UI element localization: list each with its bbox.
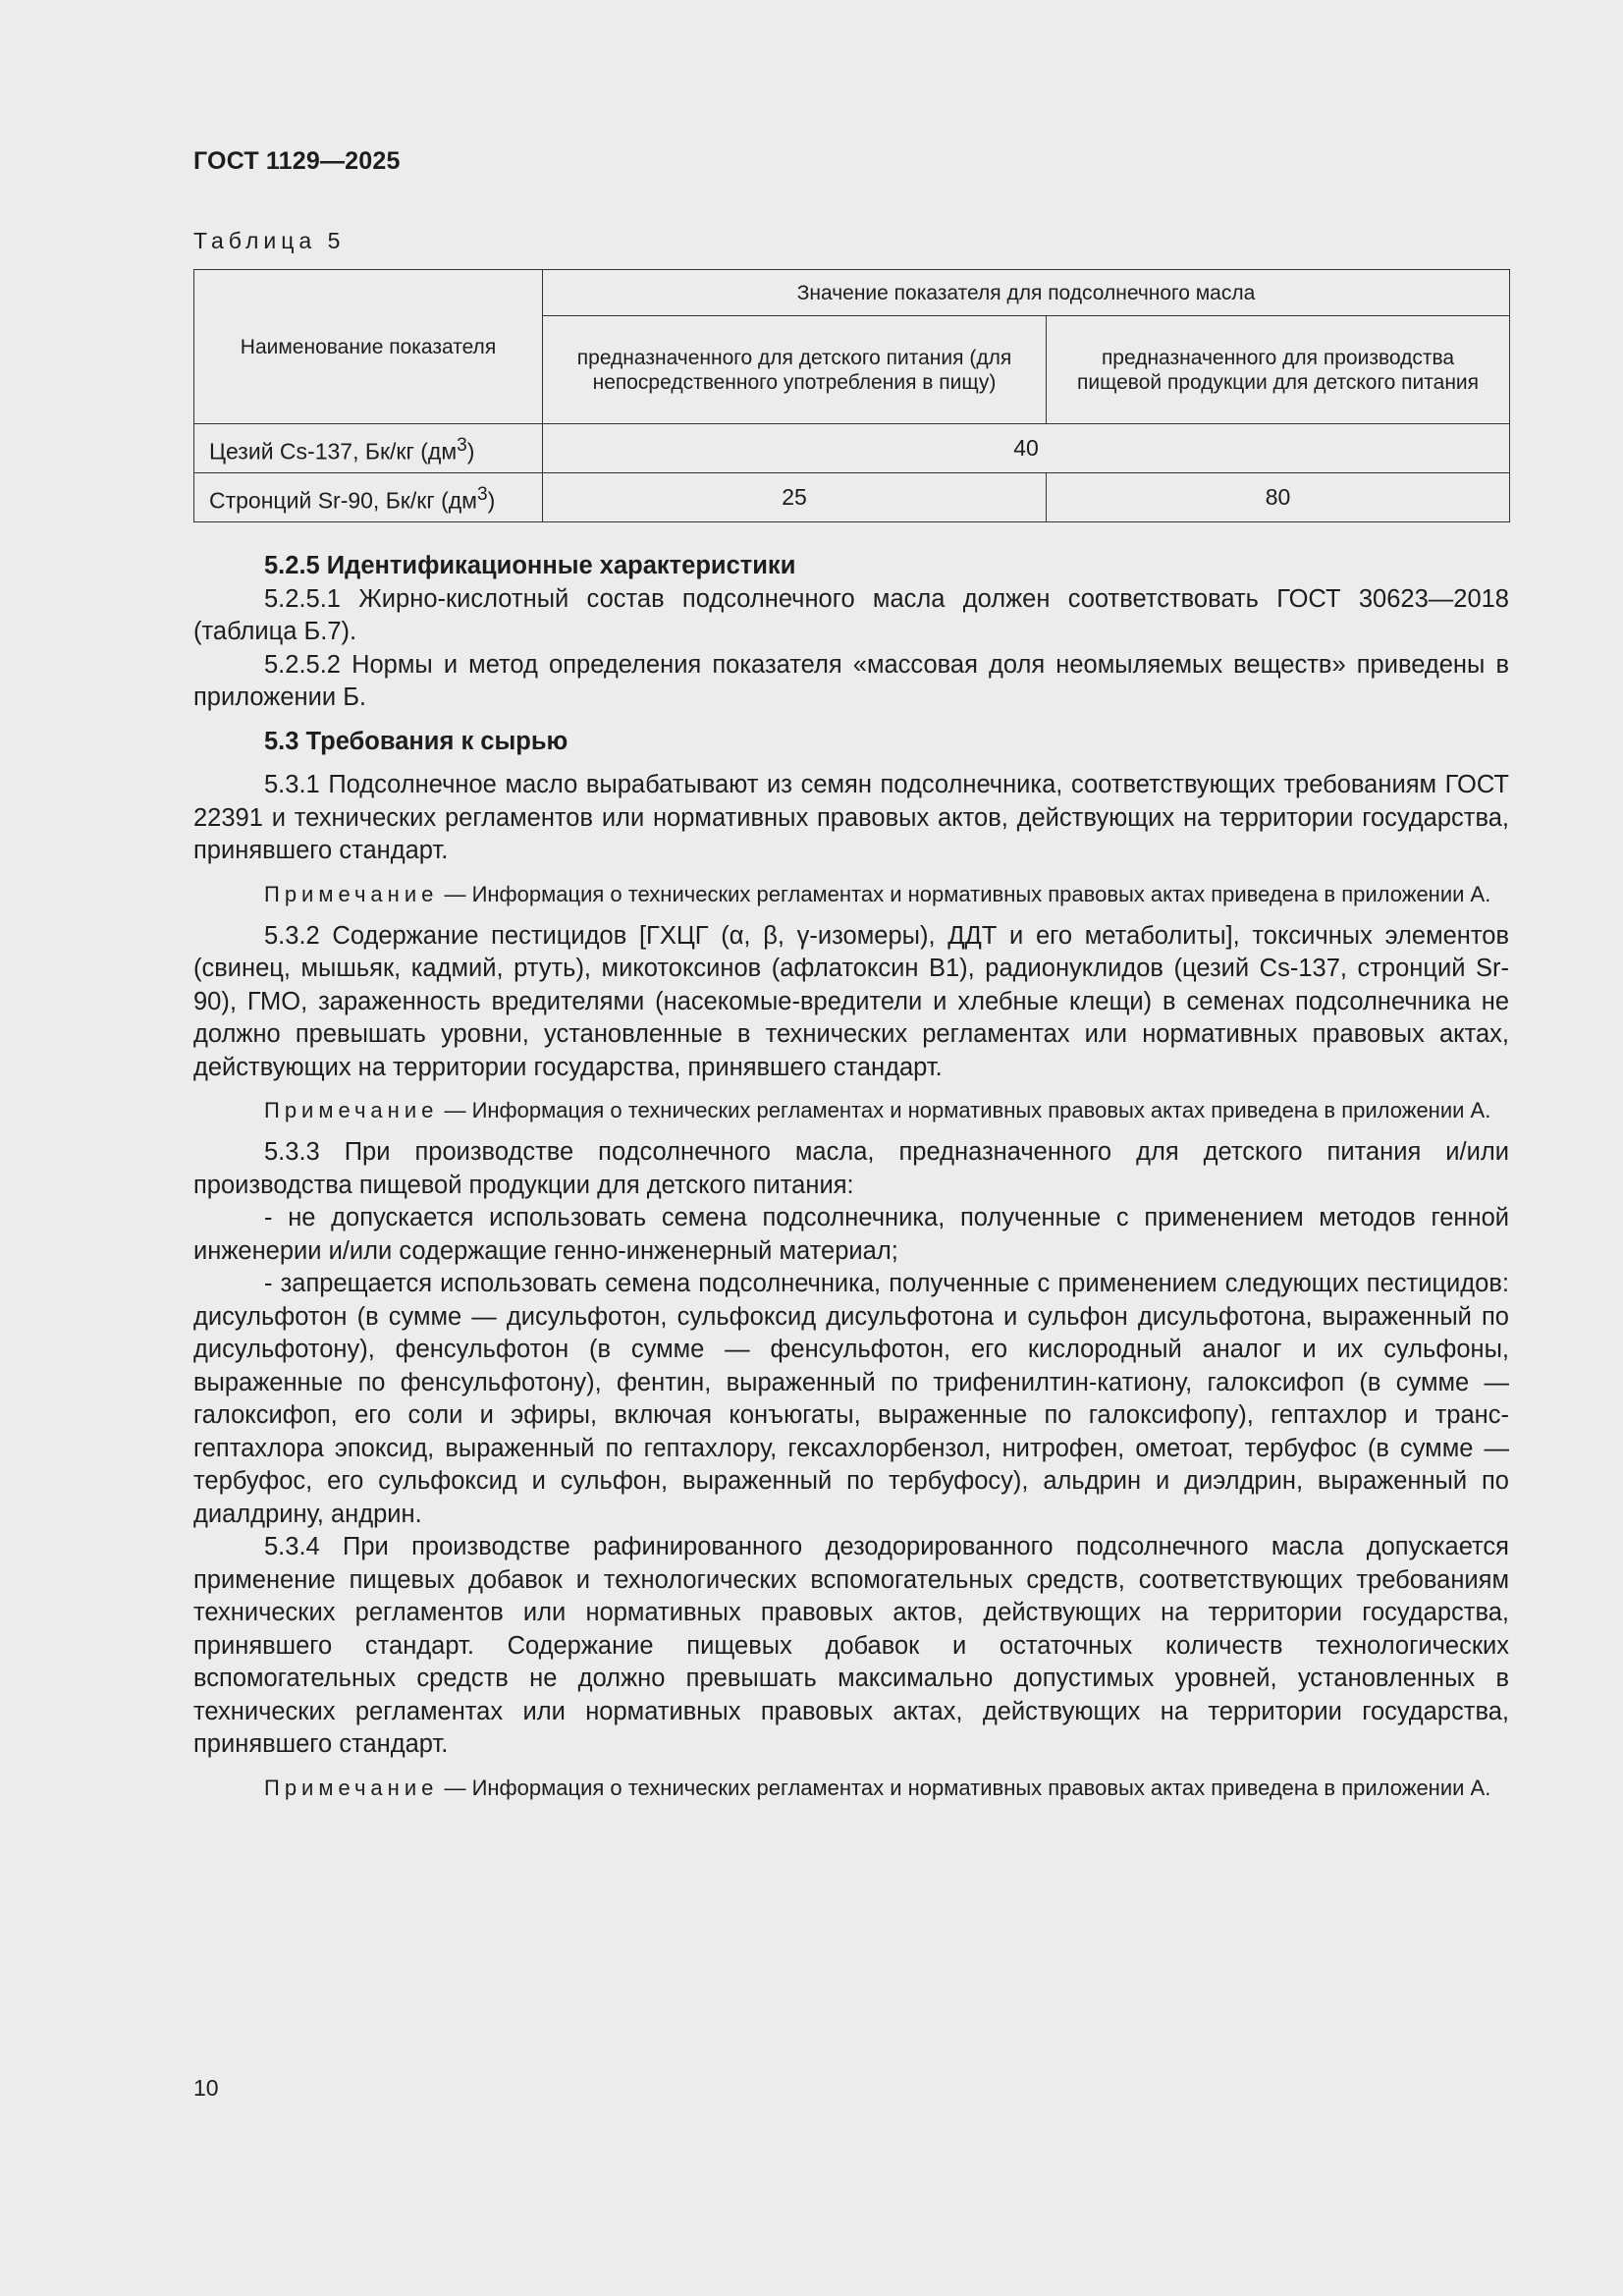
table-row: [194, 424, 1510, 473]
row-name-cesium: Цезий Cs-137, Бк/кг $(дм^3)$: [194, 424, 543, 473]
paragraph-5-3-4: 5.3.4 При производстве рафинированного дезодорированного подсолнечного масла допускается применение пищевых добавок и технологических вспомогательных средств, соответствующих требованиям технических регламентов или нормативных правовых актов, действующих на территории государства, принявшего стандарт. Содержание пищевых добавок и остаточных количеств технологических вспомогательных средств не должно превышать максимально допустимых уровней, установленных в технических регламентах или нормативных правовых актах, действующих на территории государства, принявшего стандарт.: [193, 1533, 1509, 1758]
sub-header-production: предназначенного для производства пищевой продукции для детского питания: [1047, 316, 1510, 424]
column-group-header: Значение показателя для подсолнечного масла: [543, 270, 1510, 316]
paragraph-5-3-2: 5.3.2 Содержание пестицидов [ГХЦГ (α, β, γ-изомеры), ДДТ и его метаболиты], токсичных элементов (свинец, мышьяк, кадмий, ртуть), микотоксинов (афлатоксин В1), радионуклидов (цезий Cs-137, стронций Sr-90), ГМО, зараженность вредителями (насекомые-вредители и хлебные клещи) в семенах подсолнечника не должно превышать уровни, установленные в технических регламентах или нормативных правовых актах, действующих на территории государства, принявшего стандарт.: [193, 921, 1509, 1081]
section-heading-5-2-5: 5.2.5 Идентификационные характеристики: [264, 552, 796, 579]
section-heading-5-3: 5.3 Требования к сырью: [264, 727, 568, 755]
document-body: [193, 550, 1509, 1803]
paragraph-5-2-5-1: 5.2.5.1 Жирно-кислотный состав подсолнечного масла должен соответствовать ГОСТ 30623—2018 (таблица Б.7).: [193, 584, 1509, 645]
paragraph-5-2-5-2: 5.2.5.2 Нормы и метод определения показателя «массовая доля неомыляемых веществ» приведены в приложении Б.: [193, 650, 1509, 711]
note-2: Примечание — Информация о технических регламентах и нормативных правовых актах приведена в приложении А.: [264, 1098, 1491, 1122]
paragraph-5-3-3-item-b: - запрещается использовать семена подсолнечника, полученные с применением следующих пестицидов: дисульфотон (в сумме — дисульфотон, сульфоксид дисульфотона и сульфон дисульфотона, выраженный по дисульфотону), фенсульфотон (в сумме — фенсульфотон, его кислородный аналог и их сульфоны, выраженные по фенсульфотону), фентин, выраженный по трифенилтин-катиону, галоксифоп (в сумме — галоксифоп, его соли и эфиры, включая конъюгаты, выраженные по галоксифопу), гептахлор и транс-гептахлора эпоксид, выраженный по гептахлору, гексахлорбензол, нитрофен, ометоат, тербуфос (в сумме — тербуфос, его сульфоксид и сульфон, выраженный по тербуфосу), альдрин и диэлдрин, выраженный по диалдрину, андрин.: [193, 1270, 1509, 1528]
paragraph-5-3-3-item-a: - не допускается использовать семена подсолнечника, полученные с применением методов генной инженерии и/или содержащие генно-инженерный материал;: [193, 1204, 1509, 1265]
table-5: [193, 269, 1510, 522]
table-caption: Таблица 5: [193, 228, 346, 253]
note-3: Примечание — Информация о технических регламентах и нормативных правовых актах приведена в приложении А.: [264, 1775, 1491, 1800]
column-header-name: Наименование показателя: [194, 270, 543, 424]
row-name-strontium: Стронций Sr-90, Бк/кг $(дм^3)$: [194, 473, 543, 522]
strontium-value-direct: 25: [543, 473, 1047, 522]
strontium-value-production: 80: [1047, 473, 1510, 522]
table-row: [194, 473, 1510, 522]
sub-header-direct-use: предназначенного для детского питания (для непосредственного употребления в пищу): [543, 316, 1047, 424]
page-number: 10: [193, 2075, 219, 2101]
paragraph-5-3-3: 5.3.3 При производстве подсолнечного масла, предназначенного для детского питания и/или производства пищевой продукции для детского питания:: [193, 1138, 1509, 1199]
note-1: Примечание — Информация о технических регламентах и нормативных правовых актах приведена в приложении А.: [264, 881, 1491, 906]
cesium-value: 40: [543, 424, 1510, 473]
paragraph-5-3-1: 5.3.1 Подсолнечное масло вырабатывают из семян подсолнечника, соответствующих требованиям ГОСТ 22391 и технических регламентов или нормативных правовых актов, действующих на территории государства, принявшего стандарт.: [193, 771, 1509, 864]
document-code-header: ГОСТ 1129—2025: [193, 147, 401, 175]
